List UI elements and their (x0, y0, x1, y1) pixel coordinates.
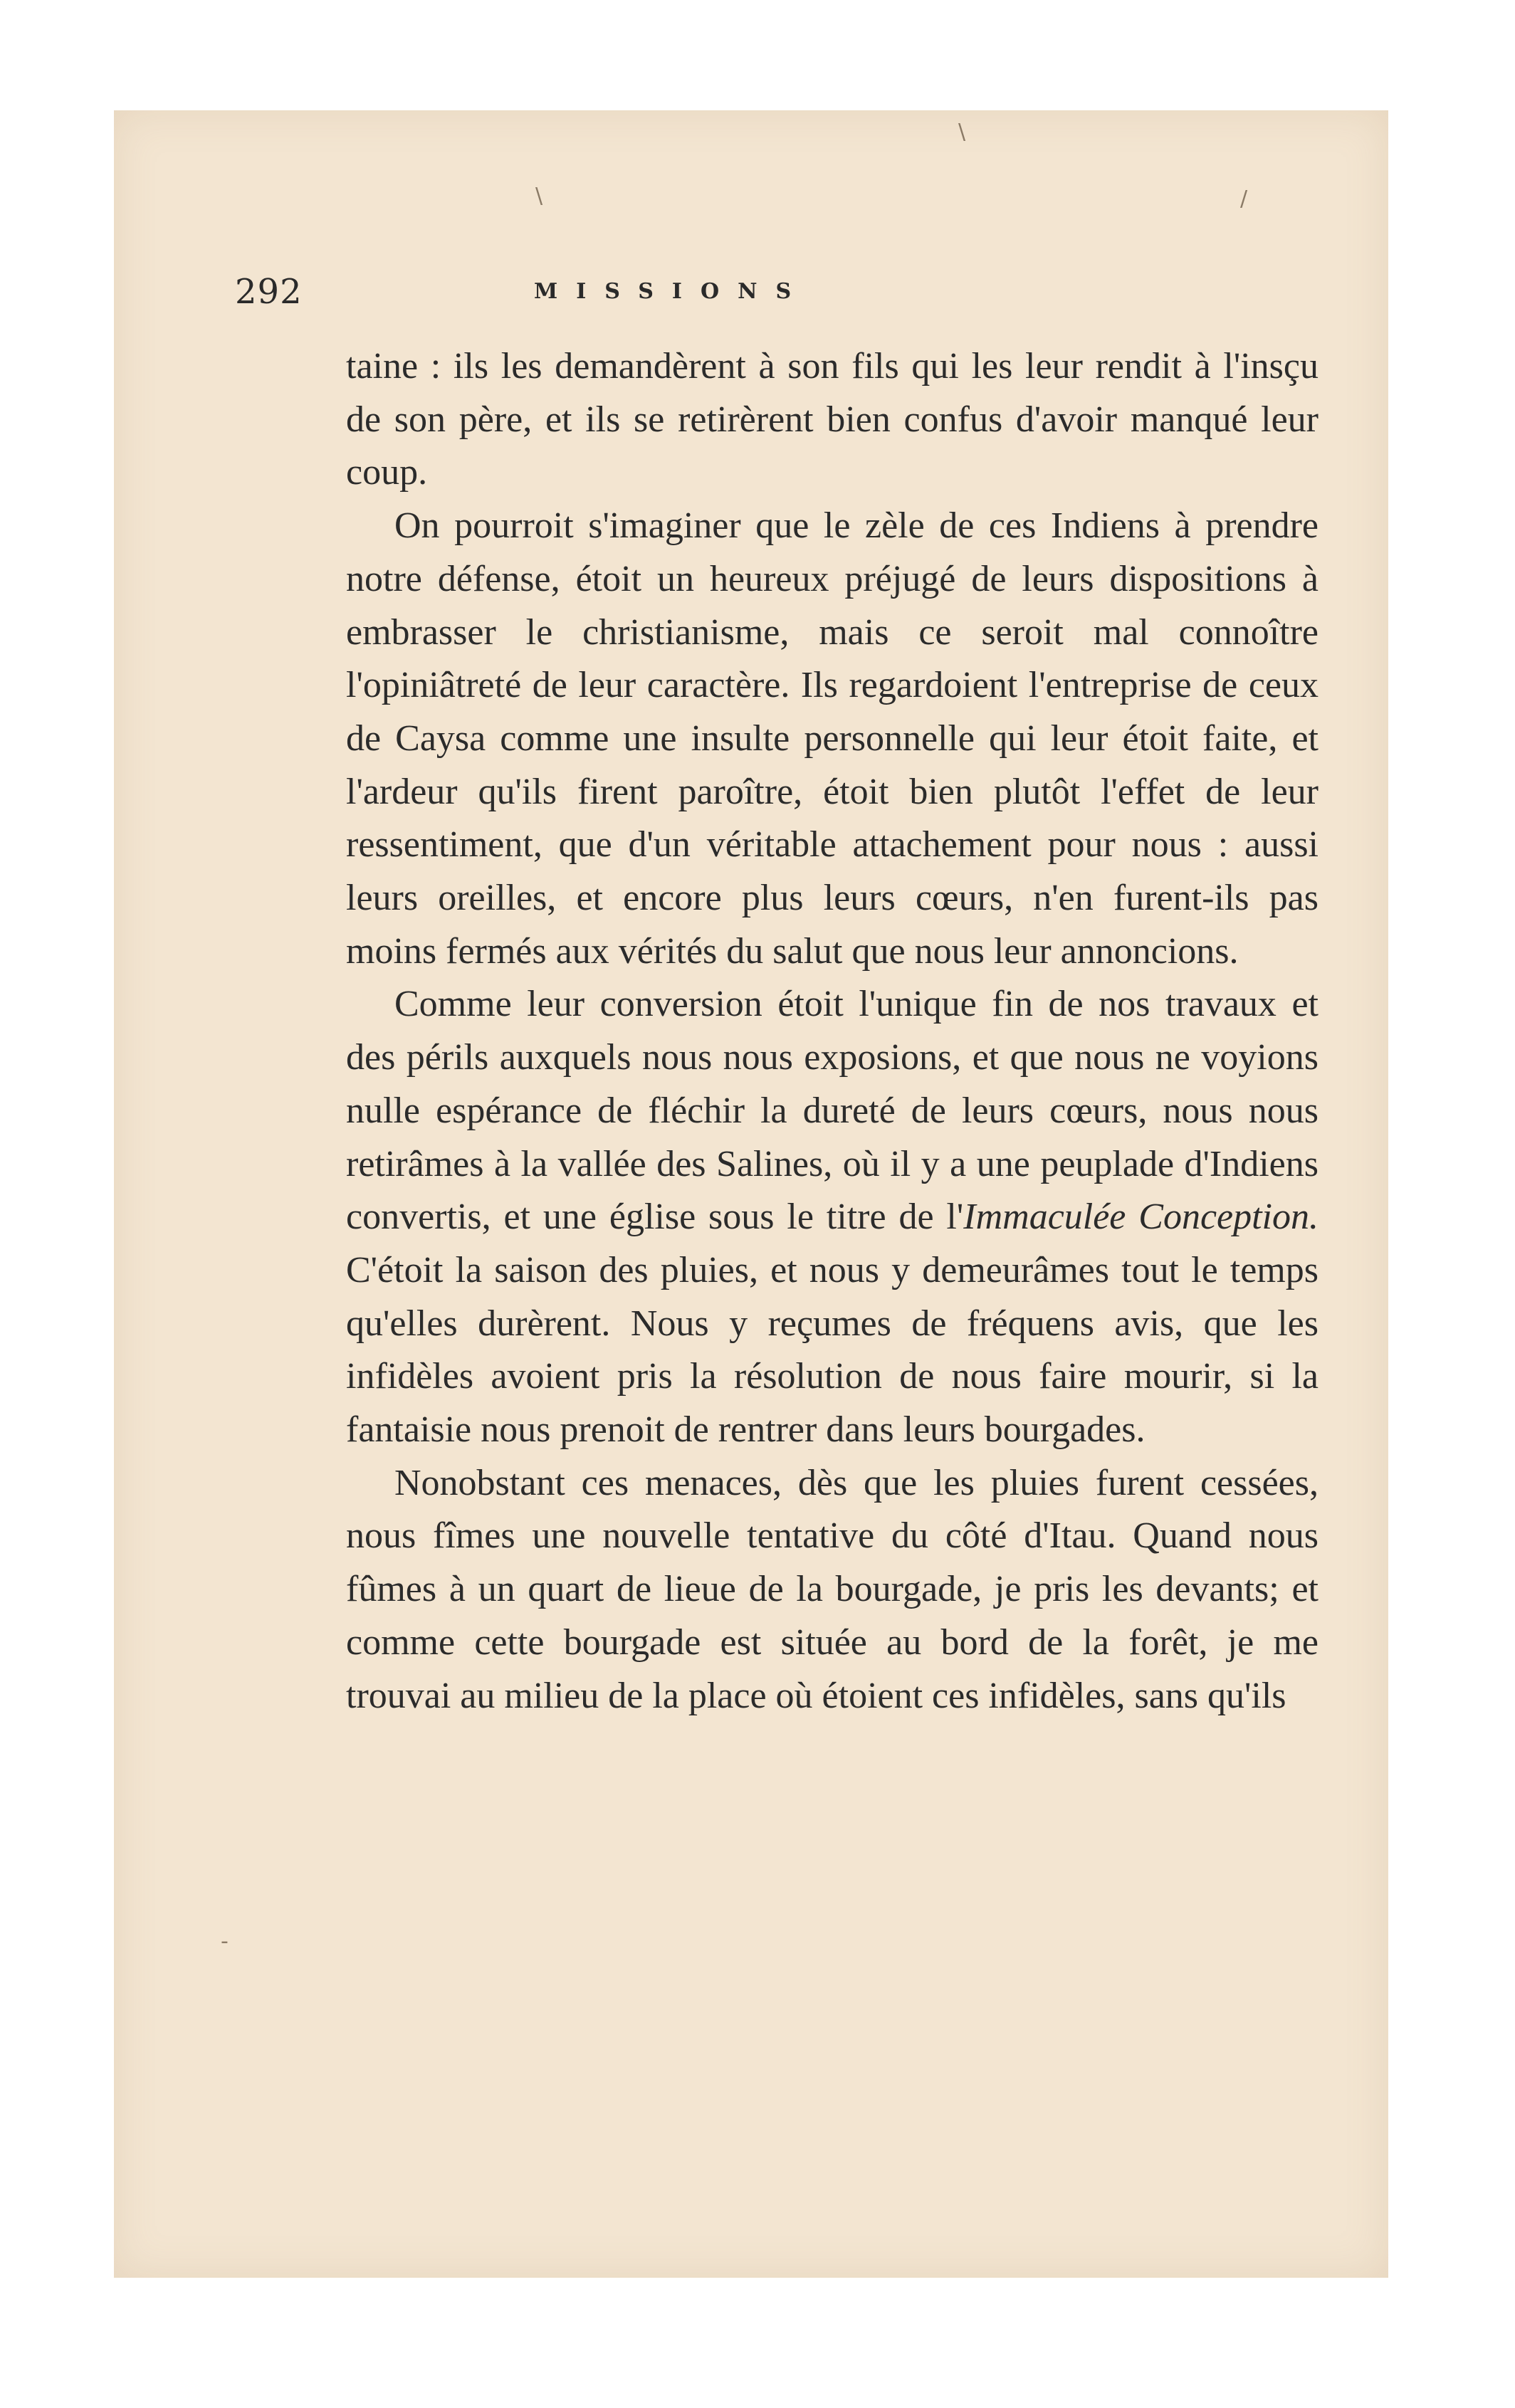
paragraph-1: taine : ils les demandèrent à son fils qui les leur rendit à l'insçu de son père, et ils se retirèrent bien confus d'avoir manqué leur coup. (346, 346, 1319, 493)
body-text (346, 340, 1319, 1723)
page-speck: \ (535, 184, 543, 209)
page-speck: \ (958, 120, 966, 144)
paragraph-3-text-after: C'étoit la saison des pluies, et nous y demeurâmes tout le temps qu'elles durèrent. Nous y reçumes de fréquens avis, que les infidèles avoient pris la résolution de nous faire mourir, si la fantaisie nous prenoit de rentrer dans leurs bourgades. (346, 1249, 1319, 1451)
paragraph-3 (346, 978, 1319, 1456)
paragraph-2: On pourroit s'imaginer que le zèle de ces Indiens à prendre notre défense, étoit un heureux préjugé de leurs dispositions à embrasser le christianisme, mais ce seroit mal connoître l'opiniâtreté de leur caractère. Ils regardoient l'entreprise de ceux de Caysa comme une insulte personnelle qui leur étoit faite, et l'ardeur qu'ils firent paroître, étoit bien plutôt l'effet de leur ressentiment, que d'un véritable attachement pour nous : aussi leurs oreilles, et encore plus leurs cœurs, n'en furent-ils pas moins fermés aux vérités du salut que nous leur annoncions. (346, 505, 1319, 972)
paragraph-4: Nonobstant ces menaces, dès que les pluies furent cessées, nous fîmes une nouvelle tentative du côté d'Itau. Quand nous fûmes à un quart de lieue de la bourgade, je pris les devants; et comme cette bourgade est située au bord de la forêt, je me trouvai au milieu de la place où étoient ces infidèles, sans qu'ils (346, 1462, 1319, 1716)
page-speck: / (1240, 186, 1248, 211)
running-title: MISSIONS (534, 279, 810, 304)
page-speck: - (221, 1929, 229, 1954)
page-header (235, 272, 1025, 315)
paragraph-3-italic-title: Immaculée Conception. (963, 1197, 1319, 1238)
page-number: 292 (235, 272, 303, 312)
paragraph-3-text-before: Comme leur conversion étoit l'unique fin de nos travaux et des périls auxquels nous nous exposions, et que nous ne voyions nulle espérance de fléchir la dureté de leurs cœurs, nous nous retirâmes à la vallée des Salines, où il y a une peuplade d'Indiens convertis, et une église sous le titre de l' (346, 984, 1319, 1238)
